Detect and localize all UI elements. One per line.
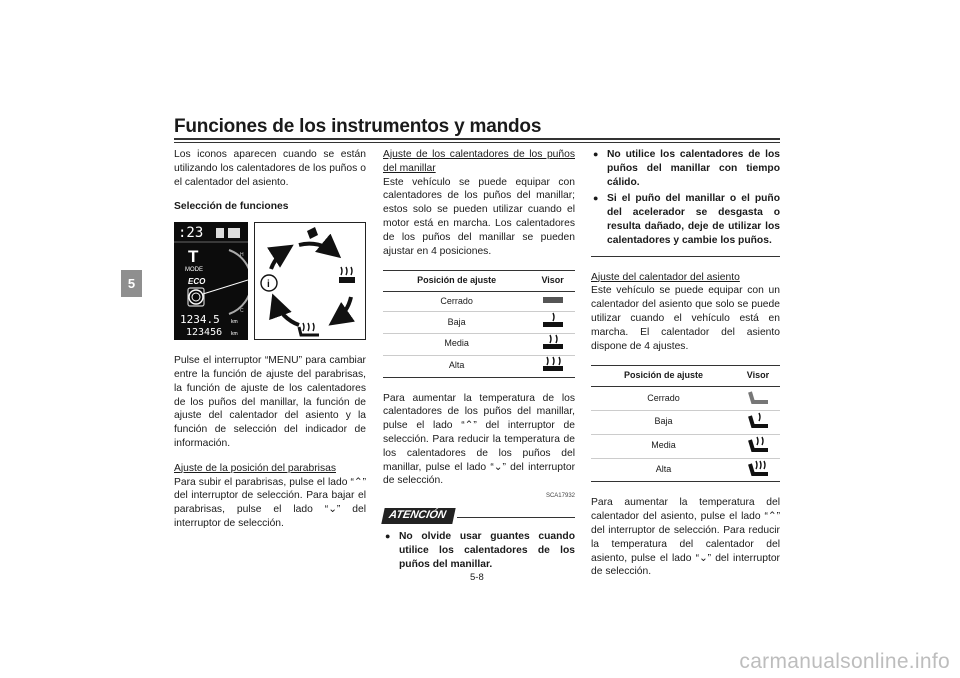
attention-list-continued <box>591 148 780 248</box>
section-heading: Selección de funciones <box>174 201 289 213</box>
list-item: ● No utilice los calentadores de los puños del manillar con tiempo cálido. <box>591 148 780 189</box>
windshield-heading: Ajuste de la posición del parabrisas <box>174 462 336 474</box>
odometer-readout: 1234.5 <box>180 313 220 327</box>
reference-code: SCA17932 <box>545 493 575 500</box>
windshield-icon <box>216 228 224 238</box>
grip-heater-medium-icon <box>530 333 575 355</box>
chapter-tab: 5 <box>121 270 142 297</box>
grip-heater-heading: Ajuste de los calentadores de los puños del manillar <box>383 149 575 174</box>
highlight-circle <box>189 290 203 304</box>
attention-list <box>383 530 575 571</box>
grip-heater-off-icon <box>530 292 575 312</box>
seat-heater-low-icon <box>736 410 780 434</box>
chevron-down-icon: ⌄ <box>493 461 503 473</box>
list-item: ● Si el puño del manillar o el puño del acelerador se desgasta o resulta dañado, deje de utilizar los calentadores y cambie los puños. <box>591 192 780 247</box>
menu-paragraph: Pulse el interruptor “MENU” para cambiar entre la función de ajuste del parabrisas, la función de ajuste de los calentadores de los puños del manillar, la función de ajuste del calentador del asiento y la función de selección del indicador de información. <box>174 355 366 449</box>
eco-label: ECO <box>188 277 206 287</box>
table-row: Baja <box>383 312 575 334</box>
page-number: 5-8 <box>470 572 484 583</box>
attention-label: ATENCIÓN <box>381 508 455 524</box>
table-row: Alta <box>591 458 780 482</box>
grip-temp-paragraph: Para aumentar la temperatura de los calentadores de los puños del manillar, pulse el lado “⌃” del interruptor de selección. Para reducir la temperatura de los calentadores de los puños del manillar, pulse el lado “⌄” del interruptor de selección. <box>383 392 576 487</box>
function-selection-figure <box>174 222 366 342</box>
table-row: Alta <box>383 355 575 377</box>
chevron-up-icon: ⌃ <box>767 511 777 523</box>
svg-text:H: H <box>240 252 244 259</box>
table-row: Cerrado <box>591 387 780 411</box>
windshield-icon <box>307 227 318 239</box>
grip-heater-low-icon <box>530 312 575 334</box>
trip-readout: 123456 <box>186 327 223 339</box>
grip-heater-table: Posición de ajuste Visor Cerrado Baja Media Alta <box>383 270 575 377</box>
menu-cycle-diagram <box>254 222 366 340</box>
column-3 <box>591 148 780 590</box>
seat-temp-paragraph: Para aumentar la temperatura del calentador del asiento, pulse el lado “⌃” del interruptor de selección. Para reducir la temperatura del calentador del asiento, pulse el lado “⌄” del interruptor de selección. <box>591 497 780 578</box>
watermark: carmanualsonline.info <box>739 650 950 673</box>
seat-heater-medium-icon <box>736 434 780 458</box>
svg-text:km: km <box>231 319 238 326</box>
column-2 <box>383 148 575 574</box>
svg-text:C: C <box>240 308 244 315</box>
svg-text:i: i <box>267 279 270 291</box>
page-title: Funciones de los instrumentos y mandos <box>174 116 542 137</box>
header-rule <box>174 138 780 140</box>
seat-heater-high-icon <box>736 458 780 482</box>
list-item: ● No olvide usar guantes cuando utilice los calentadores de los puños del manillar. <box>383 530 575 571</box>
seat-heater-heading: Ajuste del calentador del asiento <box>591 271 740 283</box>
table-row: Baja <box>591 410 780 434</box>
chevron-down-icon: ⌄ <box>699 552 708 564</box>
chevron-down-icon: ⌄ <box>328 504 337 516</box>
dashboard-display <box>174 222 248 340</box>
info-icon <box>261 275 277 291</box>
windshield-paragraph: Para subir el parabrisas, pulse el lado “⌃” del interruptor de selección. Para bajar el parabrisas, pulse el lado “⌄” del interruptor de selección. <box>174 476 366 529</box>
svg-text:km: km <box>231 331 238 338</box>
chevron-up-icon: ⌃ <box>353 476 363 488</box>
intro-paragraph: Los iconos aparecen cuando se están utilizando los calentadores de los puños o el calentador del asiento. <box>174 149 366 188</box>
table-row: Cerrado <box>383 292 575 312</box>
grip-heater-paragraph: Este vehículo se puede equipar con calentadores de los puños del manillar; estos solo se pueden utilizar cuando el motor está en marcha. Los calentadores de los puños del manillar se pueden ajustar en 4 posiciones. <box>383 176 575 257</box>
time-readout: :23 <box>178 225 204 242</box>
info-icon <box>188 288 204 306</box>
seat-heater-paragraph: Este vehículo se puede equipar con un calentador del asiento que solo se puede utilizar cuando el vehículo está en marcha. El calentador del asiento dispone de 4 ajustes. <box>591 285 780 352</box>
table-row: Media <box>383 333 575 355</box>
attention-end-rule <box>591 256 780 257</box>
grip-heater-icon <box>228 228 240 238</box>
seat-heater-icon <box>299 323 319 335</box>
attention-box <box>383 508 575 524</box>
svg-text:T: T <box>188 247 199 267</box>
column-1 <box>174 148 366 542</box>
chevron-up-icon: ⌃ <box>464 420 474 432</box>
seat-heater-table: Posición de ajuste Visor Cerrado Baja Media Alta <box>591 365 780 482</box>
seat-heater-off-icon <box>736 387 780 411</box>
grip-heater-high-icon <box>530 355 575 377</box>
mode-label: MODE <box>185 267 203 274</box>
header-rule-thin <box>174 142 780 143</box>
table-row: Media <box>591 434 780 458</box>
grip-heater-icon <box>339 267 355 283</box>
